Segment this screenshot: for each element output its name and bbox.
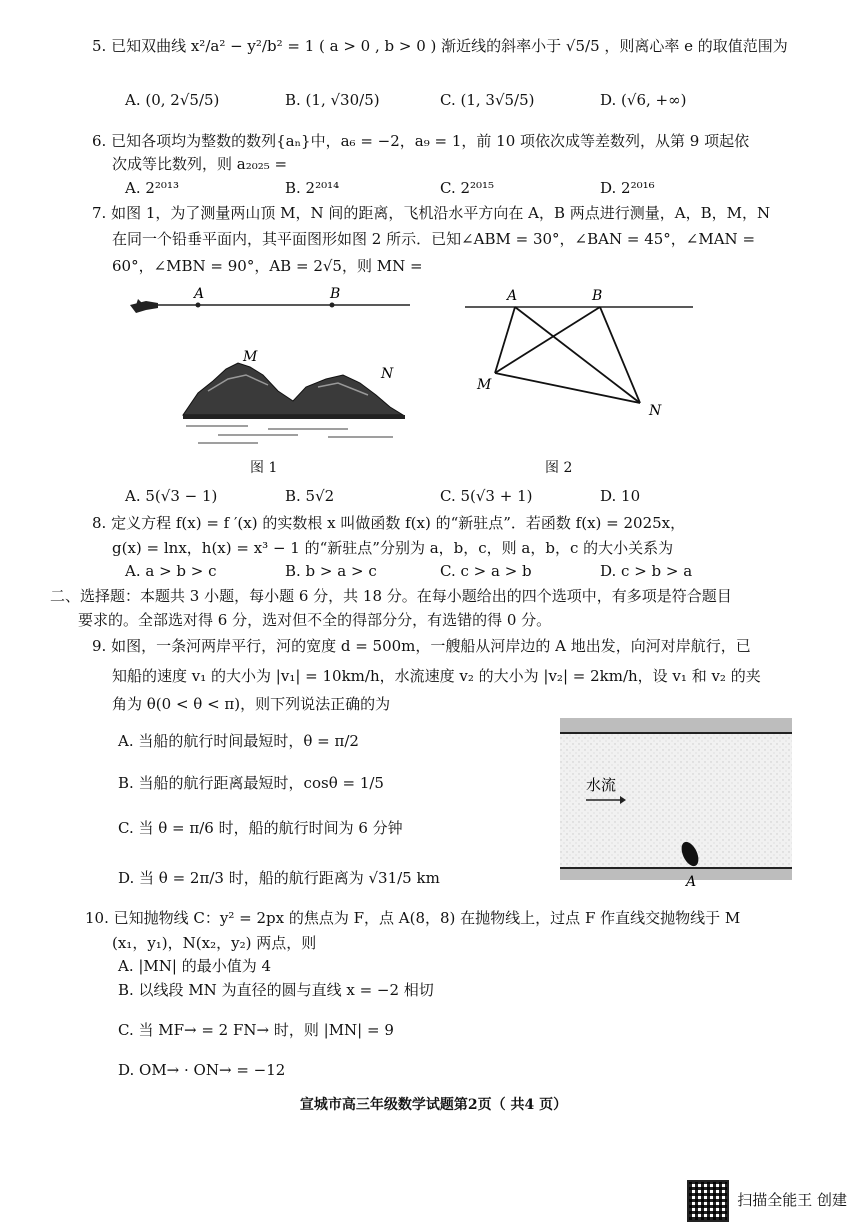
q9-option-a: A. 当船的航行时间最短时，θ = π/2	[118, 732, 359, 750]
q7-choice-a: A. 5(√3 − 1)	[125, 487, 218, 505]
section2-line1: 二、选择题：本题共 3 小题，每小题 6 分，共 18 分。在每小题给出的四个选项中，有多项是符合题目	[50, 587, 732, 605]
q7-line3: 60°，∠MBN = 90°，AB = 2√5，则 MN =	[112, 257, 423, 275]
q8-choice-c: C. c > a > b	[440, 562, 532, 580]
page-footer: 宣城市高三年级数学试题第2页（ 共4 页）	[299, 1097, 568, 1113]
q8-choice-d: D. c > b > a	[600, 562, 693, 580]
q6-choice-b: B. 2²⁰¹⁴	[285, 179, 340, 197]
q7-figure2	[465, 283, 695, 423]
q7-choice-d: D. 10	[600, 487, 641, 505]
fig1-label-m: M	[243, 349, 258, 365]
q8-choice-b: B. b > a > c	[285, 562, 377, 580]
river-flow-label: 水流	[586, 776, 617, 794]
q10-option-c: C. 当 MF→ = 2 FN→ 时，则 |MN| = 9	[118, 1021, 394, 1039]
q10-option-a: A. |MN| 的最小值为 4	[118, 957, 272, 975]
q6-line2: 次成等比数列，则 a₂₀₂₅ =	[112, 155, 288, 173]
fig2-caption: 图 2	[545, 460, 573, 476]
q10-option-b: B. 以线段 MN 为直径的圆与直线 x = −2 相切	[118, 981, 434, 999]
q10-option-d: D. OM→ · ON→ = −12	[118, 1061, 286, 1079]
fig1-label-n: N	[381, 366, 394, 382]
fig2-label-a: A	[507, 288, 518, 304]
q7-choice-b: B. 5√2	[285, 487, 335, 505]
q6-line1: 6. 已知各项均为整数的数列{aₙ}中，a₆ = −2，a₉ = 1，前 10 项依次成等差数列，从第 9 项起依	[92, 132, 750, 150]
fig1-label-b: B	[330, 286, 341, 302]
q9-option-d: D. 当 θ = 2π/3 时，船的航行距离为 √31/5 km	[118, 869, 440, 887]
q7-figure1	[128, 283, 418, 448]
fig2-label-n: N	[649, 403, 662, 419]
river-point-label: A	[686, 874, 697, 888]
fig2-label-b: B	[592, 288, 603, 304]
q5-choice-c: C. (1, 3√5/5)	[440, 91, 535, 109]
q7-line2: 在同一个铅垂平面内，其平面图形如图 2 所示．已知∠ABM = 30°，∠BAN = 45°，∠MAN =	[112, 230, 756, 248]
section2-line2: 要求的。全部选对得 6 分，选对但不全的得部分分，有选错的得 0 分。	[78, 611, 552, 629]
q5-choice-a: A. (0, 2√5/5)	[125, 91, 220, 109]
q6-choice-d: D. 2²⁰¹⁶	[600, 179, 655, 197]
q9-river-figure	[560, 718, 792, 888]
q9-line1: 9. 如图，一条河两岸平行，河的宽度 d = 500m，一艘船从河岸边的 A 地出发，向河对岸航行，已	[92, 637, 751, 655]
q5-choice-b: B. (1, √30/5)	[285, 91, 380, 109]
q8-line1: 8. 定义方程 f(x) = f ′(x) 的实数根 x 叫做函数 f(x) 的“新驻点”．若函数 f(x) = 2025x，	[92, 514, 686, 532]
fig2-label-m: M	[477, 377, 492, 393]
q6-choice-c: C. 2²⁰¹⁵	[440, 179, 495, 197]
q8-line2: g(x) = lnx，h(x) = x³ − 1 的“新驻点”分别为 a，b，c，则 a，b，c 的大小关系为	[112, 539, 674, 557]
q9-line2: 知船的速度 v₁ 的大小为 |v₁| = 10km/h，水流速度 v₂ 的大小为 |v₂| = 2km/h，设 v₁ 和 v₂ 的夹	[112, 667, 761, 685]
fig1-label-a: A	[194, 286, 205, 302]
q7-line1: 7. 如图 1，为了测量两山顶 M，N 间的距离，飞机沿水平方向在 A，B 两点进行测量，A，B，M，N	[92, 204, 771, 222]
q7-choice-c: C. 5(√3 + 1)	[440, 487, 533, 505]
q9-option-c: C. 当 θ = π/6 时，船的航行时间为 6 分钟	[118, 819, 403, 837]
q10-line2: (x₁，y₁)，N(x₂，y₂) 两点，则	[112, 934, 317, 952]
q6-choice-a: A. 2²⁰¹³	[125, 179, 179, 197]
mountains-illustration	[183, 363, 405, 443]
q5-choice-d: D. (√6, +∞)	[600, 91, 687, 109]
qr-code-icon	[687, 1180, 729, 1222]
watermark-text: 扫描全能王 创建	[737, 1191, 847, 1210]
q8-choice-a: A. a > b > c	[125, 562, 217, 580]
scanner-watermark	[687, 1180, 847, 1222]
q9-line3: 角为 θ(0 < θ < π)，则下列说法正确的为	[112, 695, 391, 713]
airplane-icon	[130, 299, 158, 313]
q10-line1: 10. 已知抛物线 C：y² = 2px 的焦点为 F，点 A(8，8) 在抛物线上，过点 F 作直线交抛物线于 M	[85, 909, 741, 927]
q5-stem: 5. 已知双曲线 x²/a² − y²/b² = 1 ( a > 0 , b > 0 ) 渐近线的斜率小于 √5/5 ，则离心率 e 的取值范围为	[92, 37, 788, 55]
q9-option-b: B. 当船的航行距离最短时，cosθ = 1/5	[118, 774, 384, 792]
fig1-caption: 图 1	[250, 460, 278, 476]
